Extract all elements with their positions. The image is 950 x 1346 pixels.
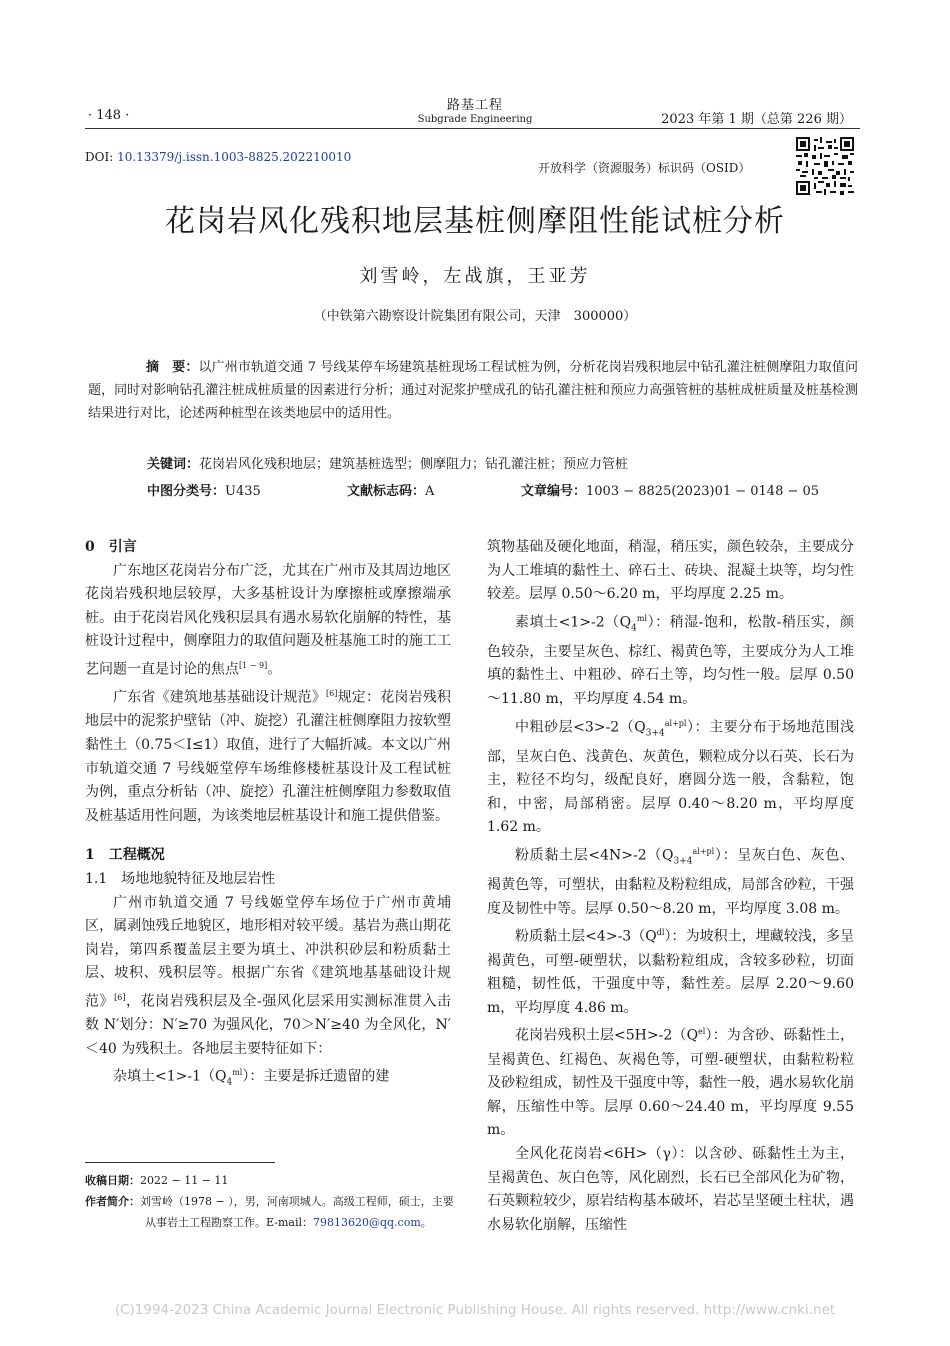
copyright-watermark: (C)1994-2023 China Academic Journal Electronic Publishing House. All rights reserved. http://www.cnki.net [114, 1302, 836, 1318]
abstract-label: 摘 要： [146, 360, 199, 375]
doi-link[interactable]: 10.13379/j.issn.1003-8825.202210010 [117, 150, 352, 164]
paragraph: 广州市轨道交通 7 号线姬堂停车场位于广州市黄埔区，属剥蚀残丘地貌区，地形相对较平缓。基岩为燕山期花岗岩，第四系覆盖层主要为填土、冲洪积砂层和粉质黏土层、坡积、残积层等。根据广东省《建筑地基基础设计规范》[6]，花岗岩残积层及全-强风化层采用实测标准贯入击数 N′划分：N′≥70 为强风化，70＞N′≥40 为全风化，N′＜40 为残积土。各地层主要特征如下： [85, 894, 452, 1057]
qr-code-icon[interactable] [796, 137, 854, 195]
left-column [85, 536, 451, 1095]
paragraph: 全风化花岗岩<6H>（γ）：以含砂、砾黏性土为主，呈褐黄色、灰白色等，风化剧烈，长石已全部风化为矿物，石英颗粒较少，原岩结构基本破坏，岩芯呈坚硬土柱状，遇水易软化崩解，压缩性 [487, 1145, 854, 1233]
footnote [85, 1170, 455, 1233]
article-number: 文章编号：1003 − 8825(2023)01 − 0148 − 05 [521, 484, 820, 499]
citation-ref[interactable]: [6] [326, 689, 338, 699]
doi-line [85, 150, 351, 164]
email-link[interactable]: 79813620@qq.com [312, 1216, 421, 1229]
paragraph: 杂填土$<1>-1(Q_4^{ml})$：主要是拆迁遗留的建 [113, 1068, 390, 1088]
keywords [147, 453, 628, 472]
keywords-label: 关键词： [147, 457, 200, 472]
citation-ref[interactable]: [6] [114, 993, 126, 1002]
section-heading-overview: 1 工程概况 [85, 847, 165, 864]
page-number: · 148 · [88, 108, 130, 123]
section-heading-intro: 0 引言 [85, 539, 137, 555]
right-column [487, 536, 854, 1237]
doi-label: DOI: [85, 150, 118, 164]
paragraph: 广东地区花岗岩分布广泛，尤其在广州市及其周边地区花岗岩残积地层较厚，大多基桩设计为摩擦桩或摩擦端承桩。由于花岗岩风化残积层具有遇水易软化崩解的特性，基桩设计过程中，侧摩阻力的取值问题及桩基施工时的施工工艺问题一直是讨论的焦点[1 − 9]。 [85, 562, 451, 678]
paragraph: 广东省《建筑地基基础设计规范》[6]规定：花岗岩残积地层中的泥浆护壁钻（冲、旋挖）孔灌注桩侧摩阻力按软塑黏性土（0.75＜I≤1）取值，进行了大幅折减。本文以广州市轨道交通 7 号线姬堂停车场维修楼桩基设计及工程试桩为例，重点分析钻（冲、旋挖）孔灌注桩侧摩阻力参数取值及桩基适用性问题，为该类地层桩基设计和施工提供借鉴。 [85, 689, 452, 824]
paragraph: 粉质黏土层$<4N>-2(Q_{3+4}^{al+pl})$：呈灰白色、灰色、褐黄色等，可塑状，由黏粒及粉粒组成，局部含砂粒，干强度及韧性中等。层厚 0.50～8.20 m，平均厚度 3.08 m。 [487, 847, 855, 917]
issue-info: 2023 年第 1 期（总第 226 期） [661, 112, 852, 127]
journal-title-cn: 路基工程 [446, 98, 503, 113]
authors: 刘雪岭，左战旗，王亚芳 [359, 266, 591, 287]
keywords-text: 花岗岩风化残积地层；建筑基桩选型；侧摩阻力；钻孔灌注桩；预应力管桩 [199, 457, 629, 472]
clc-number: 中图分类号：U435 [147, 484, 261, 499]
paragraph: 粉质黏土层$<4>-3(Q^{dl})$：为坡积土，埋藏较浅，多呈褐黄色，可塑-硬塑状，以黏粉粒组成，含较多砂粒，切面粗糙，韧性低，干强度中等，黏性差。层厚 2.20～9.60 m，平均厚度 4.86 m。 [487, 928, 855, 1016]
paragraph: 中粗砂层$<3>-2(Q_{3+4}^{al+pl})$：主要分布于场地范围浅部，呈灰白色、浅黄色、灰黄色，颗粒成分以石英、长石为主，粒径不均匀，级配良好，磨圆分选一般，含黏粒，饱和，中密，局部稍密。层厚 0.40～8.20 m，平均厚度 1.62 m。 [487, 718, 854, 836]
received-date: 收稿日期：2022 − 11 − 11 [85, 1174, 229, 1187]
abstract-text: 以广州市轨道交通 7 号线某停车场建筑基桩现场工程试桩为例，分析花岗岩残积地层中钻孔灌注桩侧摩阻力取值问题，同时对影响钻孔灌注桩成桩质量的因素进行分析；通过对泥浆护壁成孔的钻孔灌注桩和预应力高强管桩的基桩成桩质量及桩基检测结果进行对比，论述两种桩型在该类地层中的适用性。 [88, 360, 858, 421]
paragraph: 素填土$<1>-2(Q_4^{ml})$：稍湿-饱和，松散-稍压实，颜色较杂，主要呈灰色、棕红、褐黄色等，主要成分为人工堆填的黏性土、中粗砂、碎石土等，均匀性一般。层厚 0.50～11.80 m，平均厚度 4.54 m。 [487, 613, 854, 708]
affiliation: （中铁第六勘察设计院集团有限公司，天津 300000） [313, 309, 637, 324]
header-divider [85, 128, 860, 129]
subsection-heading: 1.1 场地地貌特征及地层岩性 [85, 871, 276, 888]
paragraph: 筑物基础及硬化地面，稍湿，稍压实，颜色较杂，主要成分为人工堆填的黏性土、碎石土、砖块、混凝土块等，均匀性较差。层厚 0.50～6.20 m，平均厚度 2.25 m。 [487, 539, 854, 603]
author-bio: 作者简介：刘雪岭（1978 − ），男，河南项城人。高级工程师，硕士，主要从事岩土工程勘察工作。E-mail：79813620@qq.com。 [85, 1195, 454, 1229]
journal-title-en: Subgrade Engineering [417, 114, 533, 125]
article-title: 花岗岩风化残积地层基桩侧摩阻性能试桩分析 [165, 204, 785, 239]
abstract [88, 356, 858, 425]
footnote-divider [85, 1162, 275, 1163]
paragraph: 花岗岩残积土层$<5H>-2(Q^{el})$：为含砂、砾黏性土，呈褐黄色、红褐色、灰褐色等，可塑-硬塑状，由黏粒粉粒及砂粒组成，韧性及干强度中等，黏性一般，遇水易软化崩解，压缩性中等。层厚 0.60～24.40 m，平均厚度 9.55 m。 [487, 1027, 854, 1139]
osid-label: 开放科学（资源服务）标识码（OSID） [538, 161, 751, 175]
citation-ref[interactable]: [1 − 9] [239, 660, 268, 670]
document-code: 文献标志码：A [347, 484, 435, 499]
running-header [360, 94, 590, 125]
